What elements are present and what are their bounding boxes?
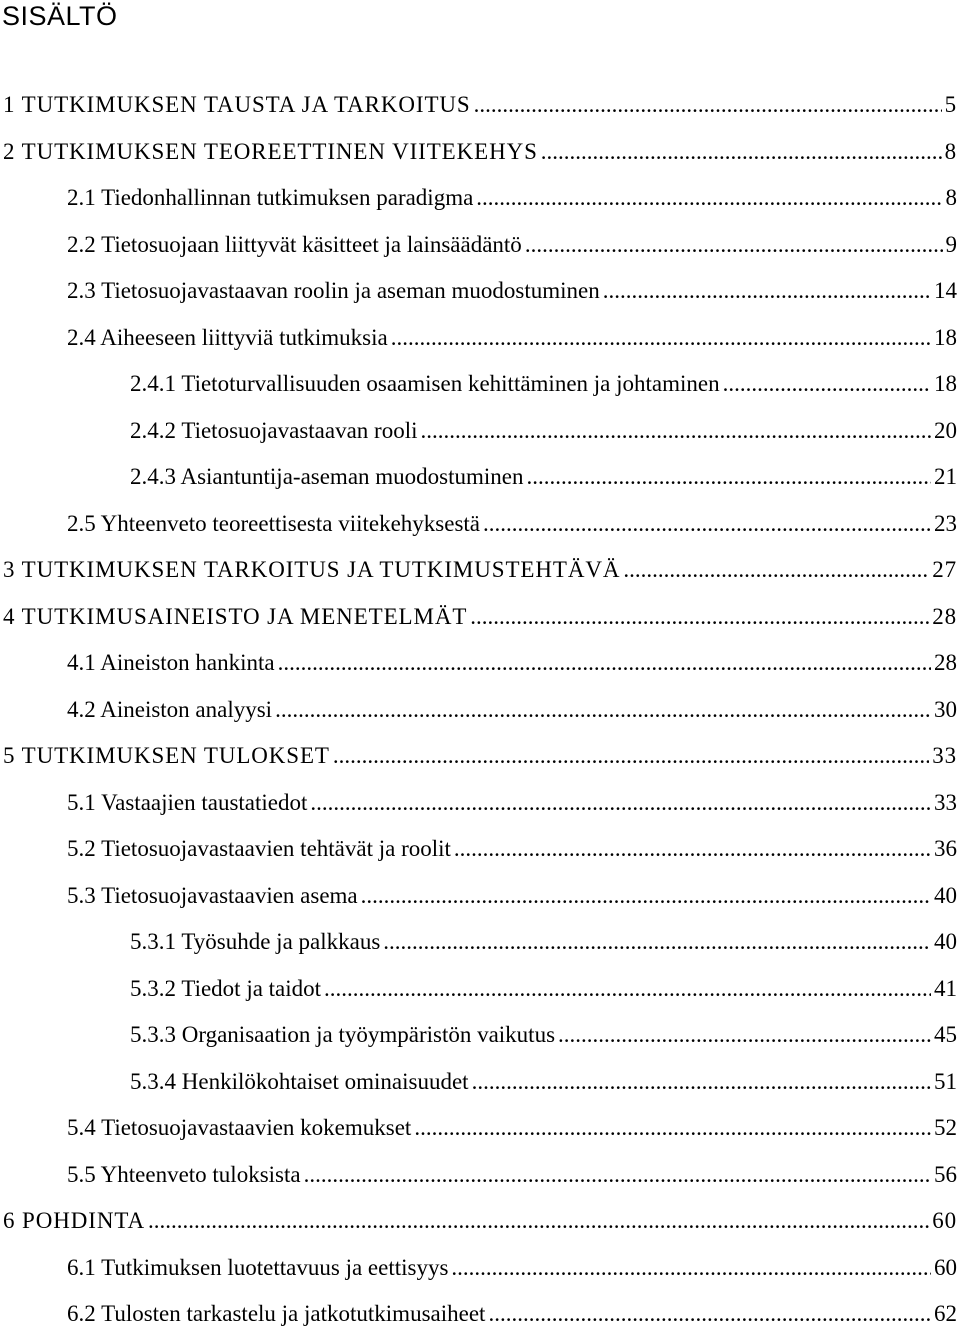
toc-entry[interactable] [67, 786, 957, 820]
toc-dot-leader [333, 739, 929, 773]
toc-entry[interactable] [130, 972, 957, 1006]
toc-entry[interactable] [3, 553, 957, 587]
toc-entry-page-number: 56 [934, 1162, 957, 1187]
toc-entry-label: 5.3 Tietosuojavastaavien asema [67, 883, 358, 908]
toc-entry-page-number: 18 [934, 371, 957, 396]
toc-entry[interactable] [67, 646, 957, 680]
toc-entry-label: 2.4 Aiheeseen liittyviä tutkimuksia [67, 325, 388, 350]
toc-dot-leader [324, 972, 931, 1006]
toc-dot-leader [391, 321, 931, 355]
toc-entry-label: 6 POHDINTA [3, 1208, 145, 1233]
toc-entry-label: 2.4.2 Tietosuojavastaavan rooli [130, 418, 418, 443]
toc-entry-page-number: 62 [934, 1301, 957, 1326]
toc-entry-label: 6.1 Tutkimuksen luotettavuus ja eettisyys [67, 1255, 449, 1280]
toc-dot-leader [476, 181, 942, 215]
toc-entry-page-number: 36 [934, 836, 957, 861]
toc-dot-leader [304, 1158, 931, 1192]
toc-entry-page-number: 40 [934, 883, 957, 908]
toc-dot-leader [558, 1018, 931, 1052]
toc-entry-page-number: 18 [934, 325, 957, 350]
toc-entry-label: 4.2 Aineiston analyysi [67, 697, 273, 722]
toc-entry-page-number: 60 [932, 1208, 957, 1233]
toc-entry[interactable] [130, 460, 957, 494]
toc-entry-label: 2.2 Tietosuojaan liittyvät käsitteet ja lainsäädäntö [67, 232, 522, 257]
toc-dot-leader [527, 460, 931, 494]
toc-entry-label: 2.3 Tietosuojavastaavan roolin ja aseman muodostuminen [67, 278, 600, 303]
toc-entry[interactable] [67, 1111, 957, 1145]
toc-entry[interactable] [3, 1204, 957, 1238]
toc-entry[interactable] [130, 1018, 957, 1052]
toc-entry-page-number: 14 [934, 278, 957, 303]
toc-entry-label: 5.2 Tietosuojavastaavien tehtävät ja roolit [67, 836, 451, 861]
toc-entry-page-number: 60 [934, 1255, 957, 1280]
toc-entry-label: 2.1 Tiedonhallinnan tutkimuksen paradigma [67, 185, 474, 210]
toc-dot-leader [472, 1065, 931, 1099]
toc-entry[interactable] [3, 600, 957, 634]
toc-entry[interactable] [67, 228, 957, 262]
toc-entry-page-number: 45 [934, 1022, 957, 1047]
toc-entry[interactable] [130, 925, 957, 959]
toc-entry-page-number: 28 [934, 650, 957, 675]
toc-entry-page-number: 28 [932, 604, 957, 629]
toc-entry-page-number: 20 [934, 418, 957, 443]
toc-entry-page-number: 23 [934, 511, 957, 536]
toc-entry-page-number: 27 [932, 557, 957, 582]
toc-entry-label: 2 TUTKIMUKSEN TEOREETTINEN VIITEKEHYS [3, 139, 538, 164]
toc-entry-label: 2.5 Yhteenveto teoreettisesta viitekehyksestä [67, 511, 481, 536]
toc-dot-leader [148, 1204, 929, 1238]
toc-entry[interactable] [67, 832, 957, 866]
toc-dot-leader [361, 879, 931, 913]
toc-entry-label: 5 TUTKIMUKSEN TULOKSET [3, 743, 330, 768]
toc-entry-label: 5.5 Yhteenveto tuloksista [67, 1162, 301, 1187]
toc-dot-leader [420, 414, 931, 448]
toc-dot-leader [310, 786, 931, 820]
toc-entry-page-number: 5 [944, 92, 957, 117]
toc-entry[interactable] [67, 181, 957, 215]
toc-entry-page-number: 21 [934, 464, 957, 489]
toc-entry-label: 4.1 Aineiston hankinta [67, 650, 275, 675]
toc-dot-leader [451, 1251, 931, 1285]
toc-entry-label: 5.3.1 Työsuhde ja palkkaus [130, 929, 381, 954]
toc-entry-label: 3 TUTKIMUKSEN TARKOITUS JA TUTKIMUSTEHTÄVÄ [3, 557, 621, 582]
toc-dot-leader [454, 832, 931, 866]
toc-entry-label: 4 TUTKIMUSAINEISTO JA MENETELMÄT [3, 604, 468, 629]
toc-entry-page-number: 41 [934, 976, 957, 1001]
toc-dot-leader [383, 925, 931, 959]
toc-entry[interactable] [3, 135, 957, 169]
toc-entry[interactable] [67, 321, 957, 355]
toc-entry[interactable] [3, 88, 957, 122]
toc-entry[interactable] [67, 507, 957, 541]
toc-dot-leader [488, 1297, 931, 1331]
toc-dot-leader [414, 1111, 931, 1145]
toc-entry-label: 1 TUTKIMUKSEN TAUSTA JA TARKOITUS [3, 92, 471, 117]
toc-entry-label: 5.3.3 Organisaation ja työympäristön vaikutus [130, 1022, 556, 1047]
toc-entry-label: 6.2 Tulosten tarkastelu ja jatkotutkimusaiheet [67, 1301, 486, 1326]
toc-entry-page-number: 8 [945, 185, 957, 210]
toc-entry-label: 2.4.1 Tietoturvallisuuden osaamisen kehittäminen ja johtaminen [130, 371, 720, 396]
toc-entry-page-number: 51 [934, 1069, 957, 1094]
toc-dot-leader [474, 88, 942, 122]
toc-entry-label: 5.1 Vastaajien taustatiedot [67, 790, 308, 815]
toc-dot-leader [525, 228, 943, 262]
toc-dot-leader [603, 274, 931, 308]
toc-entry[interactable] [67, 693, 957, 727]
toc-entry[interactable] [67, 274, 957, 308]
toc-dot-leader [278, 646, 931, 680]
toc-entry[interactable] [67, 1251, 957, 1285]
page-title: SISÄLTÖ [2, 1, 118, 31]
toc-entry[interactable] [3, 739, 957, 773]
toc-dot-leader [541, 135, 942, 169]
toc-entry-page-number: 40 [934, 929, 957, 954]
toc-entry-page-number: 52 [934, 1115, 957, 1140]
toc-entry-label: 5.3.4 Henkilökohtaiset ominaisuudet [130, 1069, 469, 1094]
toc-entry-page-number: 8 [944, 139, 957, 164]
toc-entry[interactable] [67, 1158, 957, 1192]
toc-entry[interactable] [130, 414, 957, 448]
toc-entry-page-number: 33 [934, 790, 957, 815]
toc-entry[interactable] [67, 879, 957, 913]
toc-entry[interactable] [67, 1297, 957, 1331]
toc-dot-leader [723, 367, 931, 401]
toc-entry-page-number: 9 [945, 232, 957, 257]
toc-entry-label: 5.4 Tietosuojavastaavien kokemukset [67, 1115, 412, 1140]
toc-entry-label: 2.4.3 Asiantuntija-aseman muodostuminen [130, 464, 524, 489]
toc-entry-page-number: 33 [932, 743, 957, 768]
toc-entry[interactable] [130, 367, 957, 401]
toc-entry[interactable] [130, 1065, 957, 1099]
toc-dot-leader [623, 553, 929, 587]
toc-entry-page-number: 30 [934, 697, 957, 722]
toc-dot-leader [483, 507, 931, 541]
toc-dot-leader [275, 693, 931, 727]
toc-dot-leader [470, 600, 929, 634]
toc-entry-label: 5.3.2 Tiedot ja taidot [130, 976, 322, 1001]
